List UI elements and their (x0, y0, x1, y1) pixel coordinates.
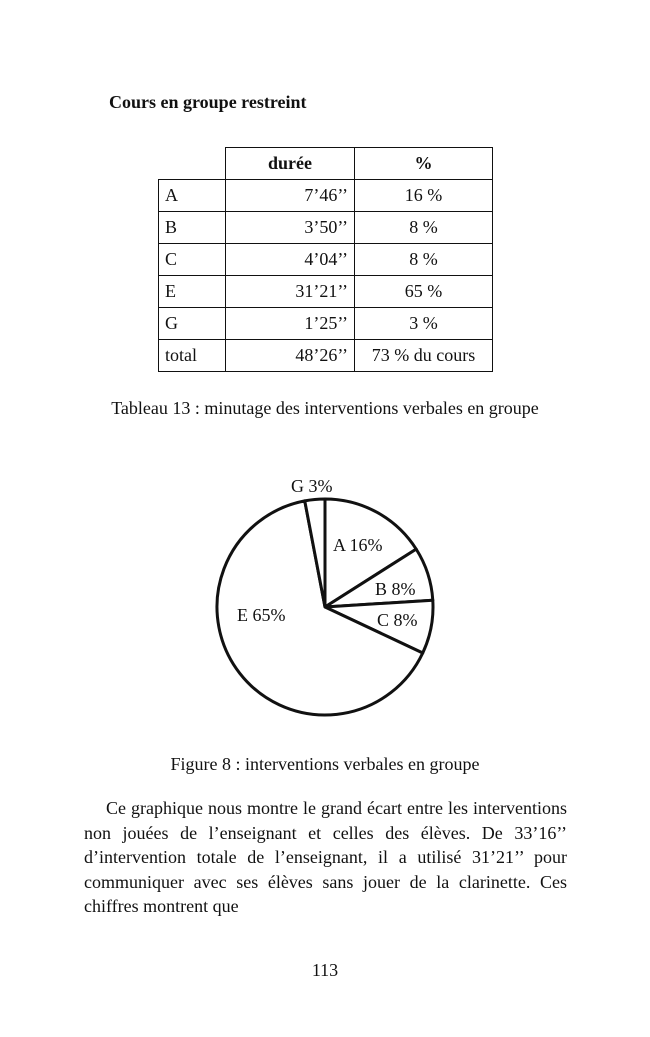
pie-slice-label: G 3% (291, 476, 333, 496)
page-number: 113 (311, 960, 339, 980)
figure-caption: Figure 8 : interventions verbales en groupe (170, 754, 480, 774)
table-cell: E (159, 276, 226, 308)
table-cell: C (159, 244, 226, 276)
table-cell: 73 % du cours (355, 340, 493, 372)
table-header-cell: % (355, 148, 493, 180)
table-cell: 48’26’’ (226, 340, 355, 372)
pie-slice-label: B 8% (375, 579, 416, 599)
table-cell: 31’21’’ (226, 276, 355, 308)
pie-slice-label: E 65% (237, 605, 286, 625)
table-cell: 8 % (355, 212, 493, 244)
table-cell: 8 % (355, 244, 493, 276)
table-cell: 3’50’’ (226, 212, 355, 244)
table-header-cell: durée (226, 148, 355, 180)
pie-slice-label: C 8% (377, 610, 418, 630)
pie-slice-label: A 16% (333, 535, 383, 555)
table-cell: 1’25’’ (226, 308, 355, 340)
section-title: Cours en groupe restreint (109, 92, 307, 112)
table-caption: Tableau 13 : minutage des interventions verbales en groupe (111, 398, 539, 418)
table-cell: B (159, 212, 226, 244)
table-cell: 4’04’’ (226, 244, 355, 276)
table-cell: total (159, 340, 226, 372)
table-cell: 16 % (355, 180, 493, 212)
table-cell: 3 % (355, 308, 493, 340)
body-paragraph: Ce graphique nous montre le grand écart entre les interventions non jouées de l’enseignant et celles des élèves. De 33’16’’ d’intervention totale de l’enseignant, il a utilisé 31’21’’ pour communiquer avec ses élèves sans jouer de la clarinette. Ces chiffres montrent que (84, 798, 567, 916)
table-cell: A (159, 180, 226, 212)
table-cell: 65 % (355, 276, 493, 308)
table-cell: G (159, 308, 226, 340)
table-cell: 7’46’’ (226, 180, 355, 212)
